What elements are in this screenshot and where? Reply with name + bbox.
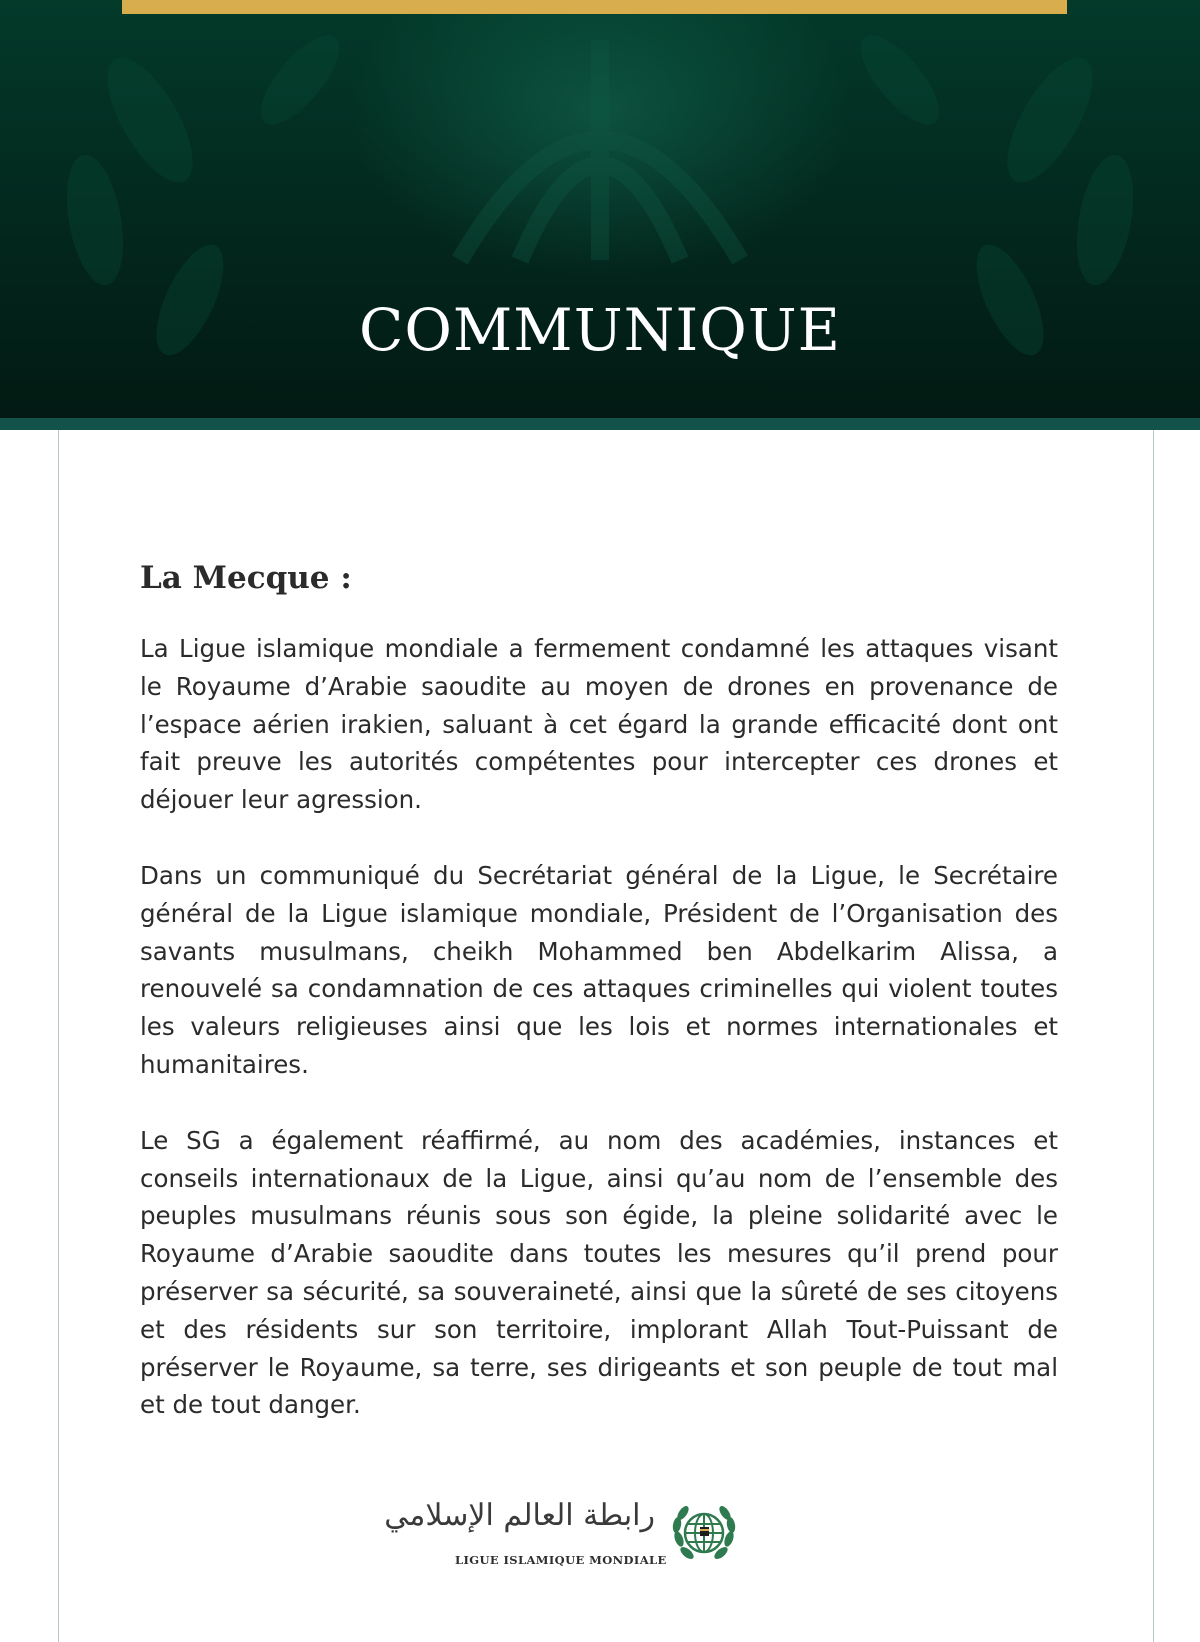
footer-logo (384, 1495, 755, 1575)
globe-wreath-emblem-icon (669, 1499, 739, 1569)
header-banner (0, 0, 1200, 418)
logo-arabic-text: رابطة العالم الإسلامي (384, 1498, 655, 1533)
dateline-place: La Mecque : (140, 560, 352, 596)
communique-body (140, 560, 1058, 1462)
header-bottom-band (0, 418, 1200, 430)
logo-latin-text: LIGUE ISLAMIQUE MONDIALE (455, 1553, 667, 1567)
frame-border-right (1153, 430, 1154, 1642)
paragraph-3: Le SG a également réaffirmé, au nom des académies, instances et conseils internationaux de la Ligue, ainsi qu’au nom de l’ensemble des peuples musulmans réunis sous son égide, la pleine solidarité avec le Royaume d’Arabie saoudite dans toutes les mesures qu’il prend pour préserver sa sécurité, sa souveraineté, ainsi que la sûreté de ses citoyens et des résidents sur son territoire, implorant Allah Tout-Puissant de préserver le Royaume, sa terre, ses dirigeants et son peuple de tout mal et de tout danger. (140, 1125, 1058, 1420)
paragraph-1: La Ligue islamique mondiale a fermement condamné les attaques visant le Royaume d’Arabie saoudite au moyen de drones en provenance de l’espace aérien irakien, saluant à cet égard la grande efficacité dont ont fait preuve les autorités compétentes pour intercepter ces drones et déjouer leur agression. (140, 634, 1058, 815)
page-title: COMMUNIQUE (358, 296, 841, 364)
gold-top-bar (122, 0, 1067, 14)
frame-border-left (58, 430, 59, 1642)
paragraph-2: Dans un communiqué du Secrétariat général de la Ligue, le Secrétaire général de la Ligue islamique mondiale, Président de l’Organisation des savants musulmans, cheikh Mohammed ben Abdelkarim Alissa, a renouvelé sa condamnation de ces attaques criminelles qui violent toutes les valeurs religieuses ainsi que les lois et normes internationales et humanitaires. (140, 860, 1058, 1079)
